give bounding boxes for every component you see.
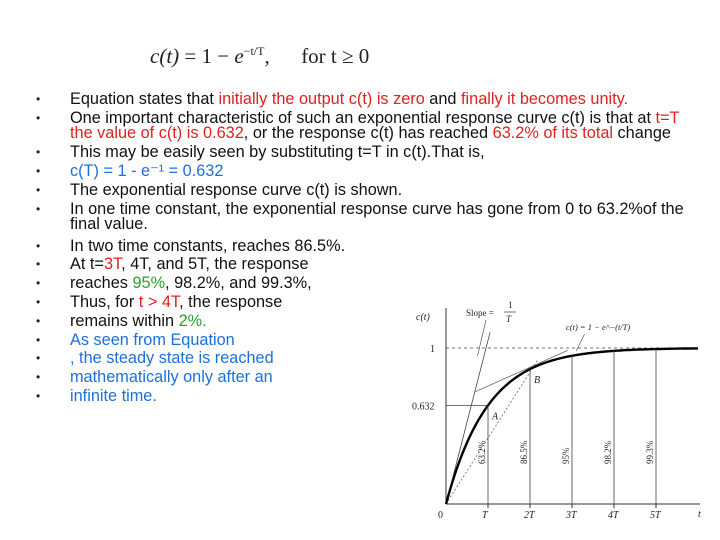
bullet-text: , the response: [179, 293, 283, 312]
bullet-text: change: [613, 124, 671, 143]
bullet-dot-icon: •: [36, 332, 41, 347]
bullet-dot-icon: •: [36, 145, 41, 160]
y-tick-0632-label: 0.632: [412, 401, 435, 413]
bullet-item: [36, 276, 400, 292]
y-axis-label: c(t): [416, 312, 430, 323]
bullet-item: [36, 199, 686, 234]
point-b-label: B: [534, 375, 541, 387]
eq-rhs-prefix: 1 −: [201, 44, 230, 68]
bullet-text: In one time constant, the exponential response curve has gone from 0 to 63.2%of the final value.: [70, 199, 684, 234]
origin-label: 0: [438, 510, 443, 521]
x-tick-label: 2T: [524, 510, 535, 521]
bullet-dot-icon: •: [36, 182, 41, 197]
bullet-item: [36, 311, 400, 330]
bullet-item: [36, 180, 686, 199]
percent-label: 98.2%: [603, 440, 613, 464]
bullet-dot-icon: •: [36, 163, 41, 178]
bullet-text: t=T the value of c(t) is 0.632: [70, 108, 680, 143]
bullet-text: reaches: [70, 274, 133, 293]
bullet-text: t > 4T: [138, 293, 180, 312]
secant-line-b: [446, 359, 541, 504]
eq-comma: ,: [264, 44, 270, 68]
bullet-text: and: [424, 90, 461, 108]
x-tick-label: 4T: [608, 510, 619, 521]
bullet-text: , the steady state is reached: [70, 349, 274, 368]
percent-label: 63.2%: [477, 440, 487, 464]
bullet-text: At t=: [70, 255, 104, 274]
bullet-text: This may be easily seen by substituting t=T in c(t).That is,: [70, 143, 485, 162]
eq-exp-base: e: [234, 44, 244, 68]
bullet-item: [36, 257, 400, 273]
slope-denominator: T: [506, 314, 512, 324]
bullet-text: finally it becomes unity.: [461, 90, 629, 108]
bullet-text: initially the output c(t) is zero: [218, 90, 425, 108]
bullet-text: c(T) = 1 - e⁻¹ = 0.632: [70, 161, 224, 180]
bullet-text: , or the response c(t) has reached: [243, 124, 493, 143]
bullet-dot-icon: •: [36, 257, 41, 272]
bullet-item: [36, 236, 400, 255]
percent-label: 86.5%: [519, 440, 529, 464]
bullet-item: [36, 295, 400, 311]
bullet-item: [36, 351, 400, 367]
bullet-dot-icon: •: [36, 92, 41, 106]
bullet-text: 3T: [103, 255, 122, 274]
bullet-text: Equation states that: [70, 90, 219, 108]
eq-lhs: c(t): [150, 44, 180, 68]
bullet-text: , 4T, and 5T, the response: [121, 255, 309, 274]
point-a-label: A: [492, 411, 499, 423]
eq-condition: for t ≥ 0: [301, 44, 370, 68]
bullet-text: As seen from Equation: [70, 330, 235, 349]
x-tick-label: 5T: [650, 510, 661, 521]
bullet-dot-icon: •: [36, 201, 41, 216]
percent-label: 95%: [561, 447, 571, 464]
bullet-text: One important characteristic of such an exponential response curve c(t) is that at: [70, 108, 656, 127]
bullet-text: The exponential response curve c(t) is shown.: [70, 180, 403, 199]
x-tick-label: T: [482, 510, 488, 521]
response-equation: [150, 44, 369, 69]
exponential-response-graph: [400, 296, 712, 528]
curve-pointer: [576, 334, 584, 351]
bullet-text: infinite time.: [70, 386, 157, 405]
x-axis-label: t: [698, 509, 701, 520]
bullet-text: 2%.: [178, 311, 207, 330]
curve-label: c(t) = 1 − e^−(t/T): [566, 322, 631, 332]
bullet-item: [36, 145, 686, 161]
bullet-dot-icon: •: [36, 238, 41, 253]
slope-pointer: [478, 320, 487, 356]
bullet-item: [36, 386, 400, 405]
bullet-dot-icon: •: [36, 313, 41, 328]
slope-numerator: 1: [508, 300, 513, 310]
bullet-item: [36, 92, 686, 108]
bullet-text: 95%: [132, 274, 166, 293]
y-tick-1-label: 1: [430, 344, 435, 355]
bullet-dot-icon: •: [36, 388, 41, 403]
bullet-text: In two time constants, reaches 86.5%.: [70, 236, 346, 255]
bullet-dot-icon: •: [36, 276, 41, 291]
bullet-text: , 98.2%, and 99.3%,: [165, 274, 312, 293]
eq-exp-power: −t/T: [243, 44, 265, 58]
bullet-text: Thus, for: [70, 293, 139, 312]
bullet-text: mathematically only after an: [70, 368, 273, 387]
bullet-dot-icon: •: [36, 295, 41, 310]
x-tick-label: 3T: [566, 510, 577, 521]
percent-label: 99.3%: [645, 440, 655, 464]
bullet-item: [36, 161, 686, 180]
bullet-item: [36, 108, 686, 143]
bullet-text: 63.2% of its total: [492, 124, 614, 143]
eq-equals: =: [184, 44, 197, 68]
bullet-dot-icon: •: [36, 370, 41, 385]
bullet-text: remains within: [70, 311, 179, 330]
bullet-dot-icon: •: [36, 351, 41, 366]
bullet-item: [36, 370, 400, 386]
bullet-item: [36, 330, 400, 349]
bullet-dot-icon: •: [36, 110, 41, 125]
slope-label: Slope =: [466, 308, 494, 318]
